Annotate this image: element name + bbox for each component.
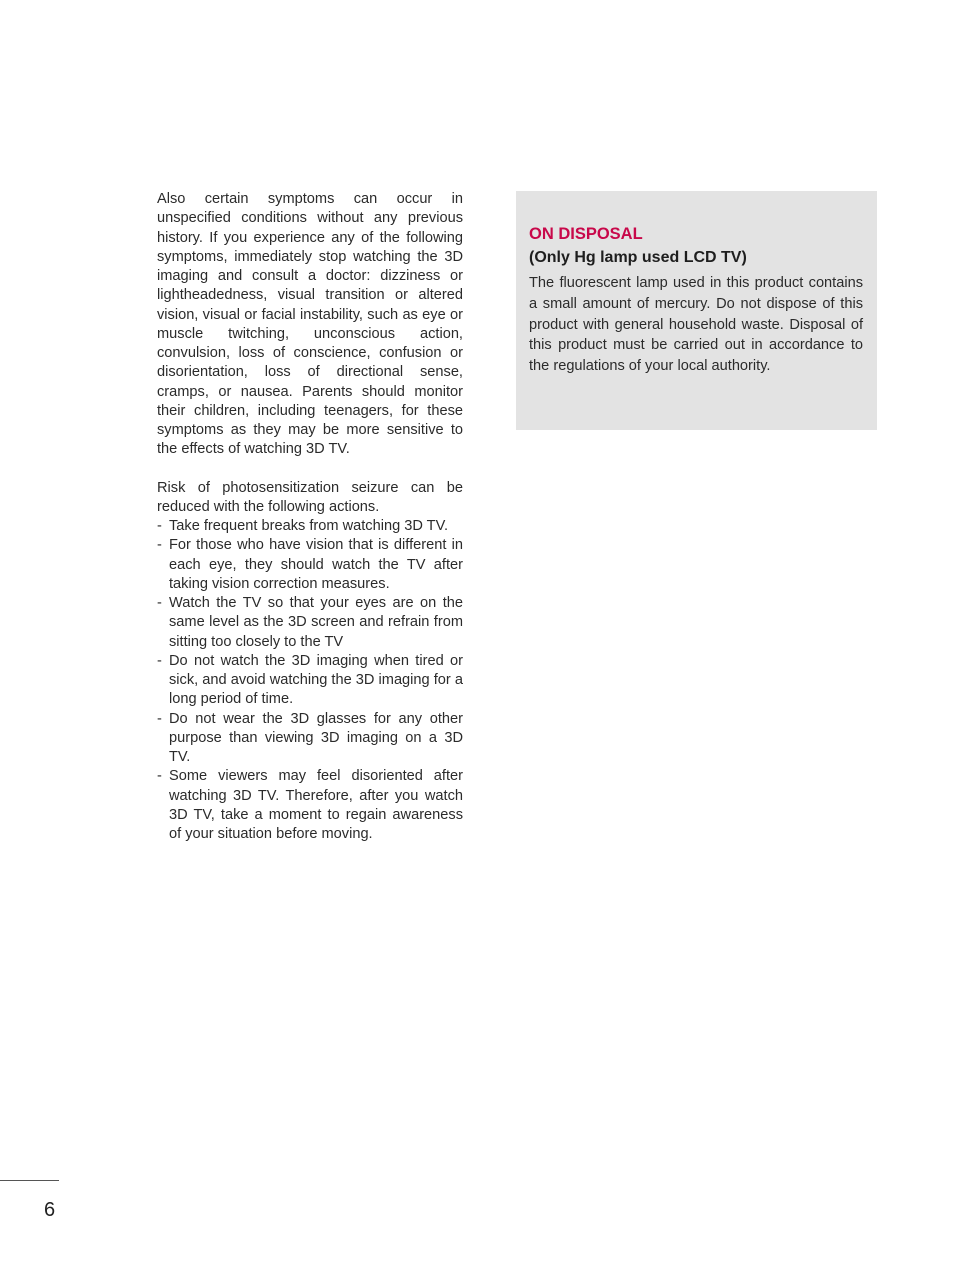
bullet-dash: - <box>157 595 162 611</box>
list-item-text: Some viewers may feel disoriented after watching 3D TV. Therefore, after you watch 3D TV, take a moment to regain awareness of your situation before moving. <box>169 768 463 842</box>
disposal-notice-box <box>516 191 877 430</box>
list-item-text: Watch the TV so that your eyes are on the same level as the 3D screen and refrain from sitting too closely to the TV <box>169 595 463 650</box>
bullet-dash: - <box>157 537 162 554</box>
list-item-text: Do not watch the 3D imaging when tired or sick, and avoid watching the 3D imaging for a long period of time. <box>169 652 463 708</box>
risk-paragraph: Risk of photosensitization seizure can be reduced with the following actions. <box>157 479 463 515</box>
precautions-list <box>157 517 463 844</box>
list-item-text: Do not wear the 3D glasses for any other purpose than viewing 3D imaging on a 3D TV. <box>169 710 463 765</box>
list-item <box>157 594 463 652</box>
list-item <box>157 767 463 844</box>
disposal-subtitle: (Only Hg lamp used LCD TV) <box>529 249 747 266</box>
symptoms-paragraph: Also certain symptoms can occur in unspecified conditions without any previous history. If you experience any of the following symptoms, immediately stop watching the 3D imaging and consult a doctor: dizziness or lightheadedness, visual transition or altered vision, visual or facial instability, such as eye or muscle twitching, unconscious action, convulsion, loss of conscience, confusion or disorientation, loss of directional sense, cramps, or nausea. Parents should monitor their children, including teenagers, for these symptoms as they may be more sensitive to the effects of watching 3D TV. <box>157 191 463 458</box>
disposal-body: The fluorescent lamp used in this product contains a small amount of mercury. Do not dispose of this product with general household waste. Disposal of this product must be carried out in accordance to the regulations of your local authority. <box>529 275 863 375</box>
list-item <box>157 710 463 768</box>
disposal-title: ON DISPOSAL <box>529 225 643 243</box>
bullet-dash: - <box>157 652 162 669</box>
paragraph-spacer <box>157 460 463 479</box>
list-item-text: Take frequent breaks from watching 3D TV. <box>169 518 449 534</box>
page-number: 6 <box>44 1199 56 1221</box>
bullet-dash: - <box>157 518 162 534</box>
list-item <box>157 517 463 536</box>
bullet-dash: - <box>157 768 162 785</box>
list-item <box>157 536 463 594</box>
list-item-text: For those who have vision that is different in each eye, they should watch the TV after taking vision correction measures. <box>169 537 463 592</box>
footer-divider <box>0 1180 59 1181</box>
list-item <box>157 652 463 710</box>
left-column <box>157 190 463 844</box>
bullet-dash: - <box>157 710 162 727</box>
